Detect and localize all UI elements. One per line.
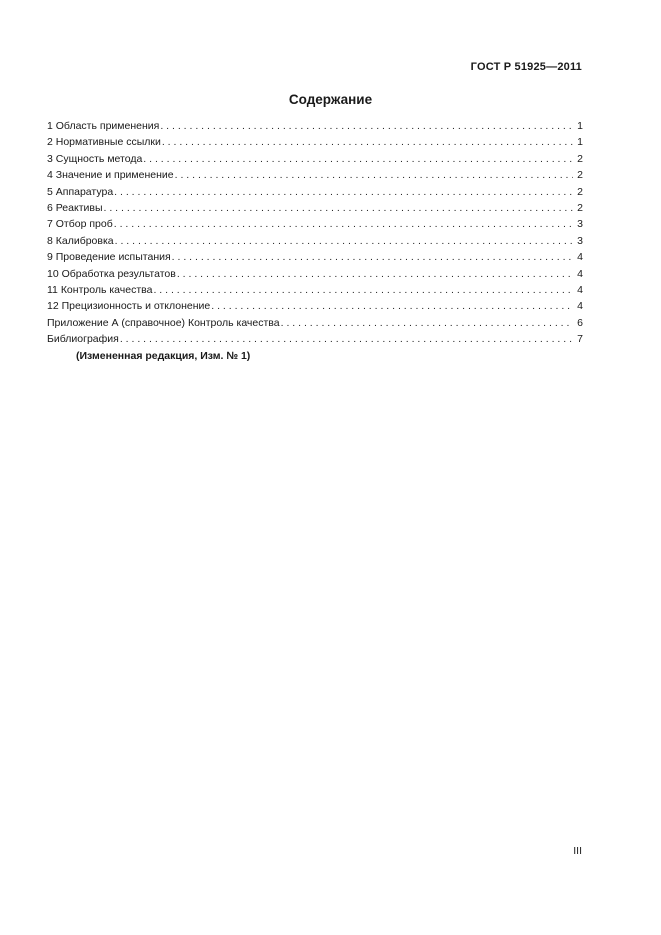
- toc-entry-label: 2 Нормативные ссылки: [47, 136, 161, 149]
- toc-entry-page: 6: [577, 316, 583, 329]
- amendment-note: (Измененная редакция, Изм. № 1): [76, 350, 251, 362]
- toc-title: Содержание: [288, 92, 373, 107]
- toc-entry-label: 6 Реактивы: [47, 201, 103, 214]
- toc-entry-page: 3: [577, 234, 583, 247]
- toc-entry-label: Библиография: [47, 333, 119, 346]
- toc-entry-page: 1: [577, 120, 583, 132]
- toc-entry-apparatus[interactable]: [47, 184, 583, 200]
- toc-entry-label: 9 Проведение испытания: [47, 251, 171, 264]
- toc-entry-test-procedure[interactable]: [47, 249, 583, 265]
- toc-entry-scope[interactable]: [47, 118, 583, 134]
- toc-entry-precision-bias[interactable]: [47, 298, 583, 314]
- toc-entry-page: 4: [577, 251, 583, 264]
- toc-entry-quality-control[interactable]: [47, 282, 583, 298]
- toc-entry-bibliography[interactable]: [47, 331, 583, 347]
- toc-dot-leader: [153, 282, 573, 298]
- toc-entry-sampling[interactable]: [47, 216, 583, 232]
- toc-entry-page: 2: [577, 201, 583, 214]
- toc-entry-label: 7 Отбор проб: [47, 218, 113, 231]
- page-number: III: [573, 845, 582, 857]
- toc-entry-page: 2: [577, 169, 583, 182]
- toc-dot-leader: [162, 134, 573, 150]
- toc-entry-significance-use[interactable]: [47, 167, 583, 183]
- table-of-contents: [47, 118, 583, 347]
- toc-entry-normative-references[interactable]: [47, 134, 583, 150]
- toc-dot-leader: [281, 315, 573, 331]
- toc-dot-leader: [114, 216, 573, 232]
- toc-dot-leader: [177, 266, 573, 282]
- toc-entry-label: 4 Значение и применение: [47, 169, 174, 182]
- toc-dot-leader: [175, 167, 573, 183]
- toc-dot-leader: [114, 184, 573, 200]
- toc-dot-leader: [104, 200, 574, 216]
- toc-entry-page: 4: [577, 267, 583, 280]
- document-code-header: ГОСТ Р 51925—2011: [470, 61, 582, 73]
- toc-dot-leader: [115, 233, 573, 249]
- toc-entry-label: 12 Прецизионность и отклонение: [47, 300, 211, 313]
- toc-entry-label: Приложение А (справочное) Контроль качества: [47, 316, 280, 329]
- toc-entry-label: 3 Сущность метода: [47, 152, 143, 165]
- toc-entry-label: 1 Область применения: [47, 120, 160, 132]
- toc-entry-page: 4: [577, 300, 583, 313]
- toc-entry-reagents[interactable]: [47, 200, 583, 216]
- toc-entry-calibration[interactable]: [47, 233, 583, 249]
- toc-entry-page: 1: [577, 136, 583, 149]
- toc-dot-leader: [160, 118, 573, 134]
- toc-entry-label: 8 Калибровка: [47, 234, 114, 247]
- toc-entry-appendix-a[interactable]: [47, 315, 583, 331]
- toc-entry-page: 2: [577, 152, 583, 165]
- toc-dot-leader: [120, 331, 573, 347]
- toc-entry-page: 4: [577, 283, 583, 296]
- toc-entry-page: 2: [577, 185, 583, 198]
- toc-dot-leader: [143, 151, 573, 167]
- toc-entry-label: 11 Контроль качества: [47, 283, 153, 296]
- toc-entry-method-essence[interactable]: [47, 151, 583, 167]
- toc-entry-page: 7: [577, 333, 583, 346]
- toc-entry-label: 5 Аппаратура: [47, 185, 114, 198]
- toc-dot-leader: [172, 249, 573, 265]
- toc-dot-leader: [211, 298, 573, 314]
- toc-entry-page: 3: [577, 218, 583, 231]
- toc-entry-results-processing[interactable]: [47, 266, 583, 282]
- toc-entry-label: 10 Обработка результатов: [47, 267, 176, 280]
